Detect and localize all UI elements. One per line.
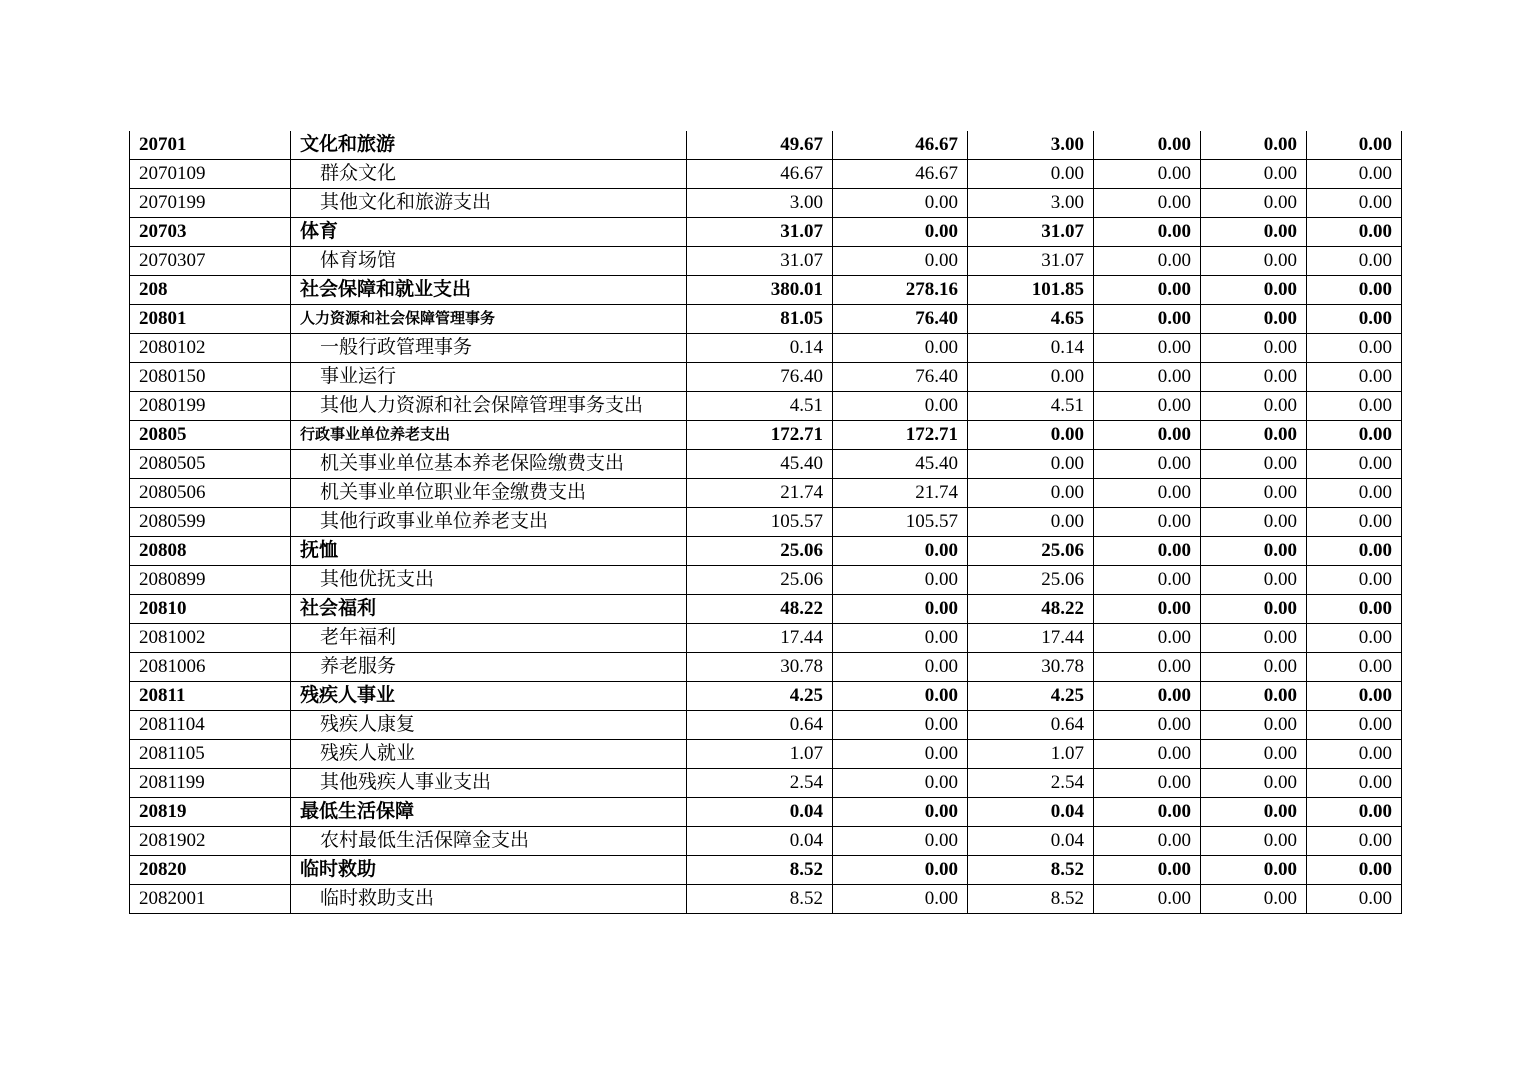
table-row [130, 595, 1402, 624]
row-value-col-2: 0.00 [833, 218, 968, 247]
row-name [291, 711, 687, 740]
row-name-text: 一般行政管理事务 [320, 337, 473, 358]
row-value-col-2: 45.40 [833, 450, 968, 479]
row-value-col-6: 0.00 [1307, 769, 1402, 798]
row-value-col-4: 0.00 [1094, 566, 1201, 595]
row-value-col-5: 0.00 [1201, 885, 1307, 914]
row-value-col-4: 0.00 [1094, 595, 1201, 624]
row-value-col-2: 0.00 [833, 740, 968, 769]
row-value-col-4: 0.00 [1094, 769, 1201, 798]
row-value-col-3: 3.00 [968, 131, 1094, 160]
row-value-col-5: 0.00 [1201, 798, 1307, 827]
row-value-col-5: 0.00 [1201, 624, 1307, 653]
row-value-col-6: 0.00 [1307, 566, 1402, 595]
table-row [130, 856, 1402, 885]
row-name-text: 临时救助支出 [320, 888, 435, 909]
row-value-col-3: 0.00 [968, 421, 1094, 450]
row-value-col-3: 8.52 [968, 885, 1094, 914]
row-value-col-4: 0.00 [1094, 711, 1201, 740]
row-value-col-5: 0.00 [1201, 450, 1307, 479]
row-value-col-4: 0.00 [1094, 479, 1201, 508]
row-value-col-2: 278.16 [833, 276, 968, 305]
row-value-col-5: 0.00 [1201, 827, 1307, 856]
row-value-col-5: 0.00 [1201, 392, 1307, 421]
row-value-col-1: 0.64 [687, 711, 833, 740]
row-name-text: 残疾人康复 [320, 714, 416, 735]
row-value-col-4: 0.00 [1094, 160, 1201, 189]
row-value-col-1: 49.67 [687, 131, 833, 160]
row-value-col-1: 46.67 [687, 160, 833, 189]
row-value-col-3: 0.04 [968, 798, 1094, 827]
row-value-col-1: 31.07 [687, 247, 833, 276]
row-value-col-5: 0.00 [1201, 740, 1307, 769]
row-value-col-1: 21.74 [687, 479, 833, 508]
budget-table [129, 131, 1402, 914]
row-code: 2080505 [130, 450, 291, 479]
row-value-col-3: 4.65 [968, 305, 1094, 334]
row-name [291, 682, 687, 711]
row-value-col-5: 0.00 [1201, 479, 1307, 508]
row-value-col-1: 25.06 [687, 566, 833, 595]
row-value-col-6: 0.00 [1307, 363, 1402, 392]
row-name [291, 247, 687, 276]
row-code: 2080199 [130, 392, 291, 421]
row-value-col-3: 30.78 [968, 653, 1094, 682]
row-value-col-1: 8.52 [687, 885, 833, 914]
row-value-col-6: 0.00 [1307, 624, 1402, 653]
table-row [130, 160, 1402, 189]
table-row [130, 131, 1402, 160]
row-value-col-1: 172.71 [687, 421, 833, 450]
row-value-col-5: 0.00 [1201, 305, 1307, 334]
row-value-col-2: 46.67 [833, 131, 968, 160]
row-name-text: 最低生活保障 [300, 801, 415, 822]
row-name [291, 218, 687, 247]
table-row [130, 363, 1402, 392]
table-row [130, 276, 1402, 305]
row-value-col-4: 0.00 [1094, 827, 1201, 856]
row-value-col-6: 0.00 [1307, 421, 1402, 450]
row-code: 208 [130, 276, 291, 305]
row-value-col-1: 30.78 [687, 653, 833, 682]
row-value-col-3: 0.64 [968, 711, 1094, 740]
table-row [130, 624, 1402, 653]
row-value-col-6: 0.00 [1307, 218, 1402, 247]
row-value-col-3: 0.00 [968, 160, 1094, 189]
row-code: 20703 [130, 218, 291, 247]
row-name-text: 残疾人事业 [300, 685, 396, 706]
row-name-text: 社会保障和就业支出 [300, 279, 472, 300]
row-value-col-3: 0.00 [968, 450, 1094, 479]
row-value-col-3: 101.85 [968, 276, 1094, 305]
row-value-col-1: 105.57 [687, 508, 833, 537]
table-row [130, 450, 1402, 479]
row-name-text: 农村最低生活保障金支出 [320, 830, 530, 851]
row-value-col-5: 0.00 [1201, 189, 1307, 218]
row-name-text: 其他优抚支出 [320, 569, 435, 590]
row-value-col-2: 0.00 [833, 566, 968, 595]
table-row [130, 392, 1402, 421]
row-value-col-2: 0.00 [833, 392, 968, 421]
row-name-text: 其他人力资源和社会保障管理事务支出 [320, 395, 644, 416]
row-name [291, 363, 687, 392]
row-code: 20820 [130, 856, 291, 885]
row-name [291, 450, 687, 479]
row-name [291, 131, 687, 160]
row-name-text: 群众文化 [320, 163, 397, 184]
row-value-col-2: 0.00 [833, 682, 968, 711]
row-value-col-2: 0.00 [833, 885, 968, 914]
row-value-col-2: 76.40 [833, 305, 968, 334]
row-value-col-3: 48.22 [968, 595, 1094, 624]
row-value-col-2: 172.71 [833, 421, 968, 450]
row-value-col-6: 0.00 [1307, 189, 1402, 218]
row-code: 20819 [130, 798, 291, 827]
row-code: 2080506 [130, 479, 291, 508]
row-name-text: 抚恤 [300, 540, 339, 561]
row-value-col-2: 76.40 [833, 363, 968, 392]
row-value-col-3: 2.54 [968, 769, 1094, 798]
row-value-col-3: 4.51 [968, 392, 1094, 421]
row-name [291, 885, 687, 914]
row-code: 20701 [130, 131, 291, 160]
row-name-text: 文化和旅游 [300, 134, 396, 155]
row-value-col-1: 81.05 [687, 305, 833, 334]
row-value-col-3: 0.00 [968, 479, 1094, 508]
row-value-col-4: 0.00 [1094, 740, 1201, 769]
row-value-col-3: 17.44 [968, 624, 1094, 653]
row-value-col-1: 48.22 [687, 595, 833, 624]
row-name [291, 537, 687, 566]
row-value-col-6: 0.00 [1307, 131, 1402, 160]
row-code: 2080102 [130, 334, 291, 363]
row-value-col-3: 1.07 [968, 740, 1094, 769]
row-value-col-6: 0.00 [1307, 276, 1402, 305]
row-value-col-2: 0.00 [833, 595, 968, 624]
row-value-col-1: 0.14 [687, 334, 833, 363]
row-value-col-4: 0.00 [1094, 334, 1201, 363]
row-code: 20808 [130, 537, 291, 566]
row-name [291, 479, 687, 508]
row-value-col-6: 0.00 [1307, 711, 1402, 740]
table-row [130, 334, 1402, 363]
budget-table-body [130, 131, 1402, 914]
row-name [291, 421, 687, 450]
row-value-col-3: 0.04 [968, 827, 1094, 856]
row-name [291, 334, 687, 363]
row-name-text: 社会福利 [300, 598, 377, 619]
row-value-col-5: 0.00 [1201, 247, 1307, 276]
row-value-col-3: 31.07 [968, 218, 1094, 247]
row-value-col-6: 0.00 [1307, 334, 1402, 363]
row-value-col-1: 0.04 [687, 798, 833, 827]
table-row [130, 537, 1402, 566]
table-row [130, 885, 1402, 914]
row-value-col-2: 46.67 [833, 160, 968, 189]
row-value-col-4: 0.00 [1094, 305, 1201, 334]
row-value-col-1: 3.00 [687, 189, 833, 218]
row-value-col-2: 0.00 [833, 624, 968, 653]
row-name-text: 其他残疾人事业支出 [320, 772, 492, 793]
row-value-col-4: 0.00 [1094, 189, 1201, 218]
row-code: 2070199 [130, 189, 291, 218]
row-value-col-1: 1.07 [687, 740, 833, 769]
row-code: 2080150 [130, 363, 291, 392]
row-code: 20811 [130, 682, 291, 711]
row-value-col-1: 25.06 [687, 537, 833, 566]
row-value-col-5: 0.00 [1201, 421, 1307, 450]
row-name-text: 机关事业单位职业年金缴费支出 [320, 482, 587, 503]
row-name [291, 740, 687, 769]
row-value-col-2: 0.00 [833, 769, 968, 798]
row-name-text: 其他文化和旅游支出 [320, 192, 492, 213]
row-value-col-2: 0.00 [833, 247, 968, 276]
row-name-text: 行政事业单位养老支出 [300, 427, 451, 443]
row-value-col-6: 0.00 [1307, 856, 1402, 885]
row-value-col-6: 0.00 [1307, 450, 1402, 479]
row-value-col-1: 4.51 [687, 392, 833, 421]
table-row [130, 740, 1402, 769]
table-row [130, 421, 1402, 450]
row-value-col-3: 0.00 [968, 508, 1094, 537]
table-row [130, 189, 1402, 218]
row-value-col-6: 0.00 [1307, 595, 1402, 624]
row-value-col-3: 31.07 [968, 247, 1094, 276]
row-value-col-2: 0.00 [833, 334, 968, 363]
row-name [291, 827, 687, 856]
row-value-col-5: 0.00 [1201, 276, 1307, 305]
row-value-col-2: 0.00 [833, 653, 968, 682]
row-value-col-6: 0.00 [1307, 827, 1402, 856]
row-value-col-5: 0.00 [1201, 334, 1307, 363]
row-value-col-1: 4.25 [687, 682, 833, 711]
table-row [130, 798, 1402, 827]
row-value-col-4: 0.00 [1094, 653, 1201, 682]
row-value-col-2: 0.00 [833, 189, 968, 218]
row-value-col-2: 0.00 [833, 711, 968, 740]
row-name-text: 其他行政事业单位养老支出 [320, 511, 549, 532]
row-value-col-6: 0.00 [1307, 682, 1402, 711]
row-value-col-5: 0.00 [1201, 856, 1307, 885]
row-name [291, 160, 687, 189]
row-value-col-2: 0.00 [833, 537, 968, 566]
row-value-col-6: 0.00 [1307, 653, 1402, 682]
row-value-col-5: 0.00 [1201, 769, 1307, 798]
row-value-col-2: 0.00 [833, 856, 968, 885]
row-name-text: 人力资源和社会保障管理事务 [300, 311, 496, 327]
row-code: 2081902 [130, 827, 291, 856]
table-row [130, 247, 1402, 276]
row-value-col-3: 8.52 [968, 856, 1094, 885]
row-code: 2070307 [130, 247, 291, 276]
row-name [291, 276, 687, 305]
row-value-col-4: 0.00 [1094, 682, 1201, 711]
row-name [291, 769, 687, 798]
row-value-col-5: 0.00 [1201, 711, 1307, 740]
row-value-col-2: 21.74 [833, 479, 968, 508]
row-value-col-5: 0.00 [1201, 363, 1307, 392]
row-value-col-2: 0.00 [833, 798, 968, 827]
row-name-text: 老年福利 [320, 627, 397, 648]
row-value-col-6: 0.00 [1307, 160, 1402, 189]
row-name-text: 养老服务 [320, 656, 397, 677]
table-row [130, 682, 1402, 711]
row-name-text: 体育场馆 [320, 250, 397, 271]
row-value-col-3: 25.06 [968, 537, 1094, 566]
row-code: 2081104 [130, 711, 291, 740]
row-value-col-4: 0.00 [1094, 131, 1201, 160]
row-name [291, 856, 687, 885]
row-code: 2080899 [130, 566, 291, 595]
row-value-col-3: 3.00 [968, 189, 1094, 218]
row-name [291, 305, 687, 334]
row-value-col-1: 31.07 [687, 218, 833, 247]
row-value-col-4: 0.00 [1094, 247, 1201, 276]
row-code: 2081006 [130, 653, 291, 682]
table-row [130, 566, 1402, 595]
row-value-col-5: 0.00 [1201, 537, 1307, 566]
row-code: 2081105 [130, 740, 291, 769]
row-value-col-5: 0.00 [1201, 131, 1307, 160]
row-value-col-3: 25.06 [968, 566, 1094, 595]
row-value-col-5: 0.00 [1201, 595, 1307, 624]
row-value-col-6: 0.00 [1307, 479, 1402, 508]
row-name [291, 566, 687, 595]
row-value-col-6: 0.00 [1307, 537, 1402, 566]
row-code: 2080599 [130, 508, 291, 537]
row-value-col-6: 0.00 [1307, 798, 1402, 827]
row-name [291, 653, 687, 682]
row-name [291, 392, 687, 421]
row-name-text: 临时救助 [300, 859, 377, 880]
row-value-col-2: 105.57 [833, 508, 968, 537]
table-row [130, 653, 1402, 682]
row-name [291, 798, 687, 827]
row-value-col-4: 0.00 [1094, 508, 1201, 537]
row-code: 20810 [130, 595, 291, 624]
row-name [291, 508, 687, 537]
row-value-col-1: 2.54 [687, 769, 833, 798]
row-value-col-6: 0.00 [1307, 885, 1402, 914]
table-row [130, 827, 1402, 856]
row-value-col-4: 0.00 [1094, 537, 1201, 566]
row-code: 20805 [130, 421, 291, 450]
table-row [130, 479, 1402, 508]
row-value-col-4: 0.00 [1094, 856, 1201, 885]
row-value-col-2: 0.00 [833, 827, 968, 856]
row-name-text: 机关事业单位基本养老保险缴费支出 [320, 453, 625, 474]
row-value-col-5: 0.00 [1201, 218, 1307, 247]
row-value-col-5: 0.00 [1201, 653, 1307, 682]
row-code: 2081002 [130, 624, 291, 653]
row-value-col-5: 0.00 [1201, 566, 1307, 595]
row-name-text: 体育 [300, 221, 339, 242]
row-value-col-3: 4.25 [968, 682, 1094, 711]
row-value-col-6: 0.00 [1307, 305, 1402, 334]
table-row [130, 711, 1402, 740]
row-value-col-5: 0.00 [1201, 508, 1307, 537]
row-value-col-1: 8.52 [687, 856, 833, 885]
table-row [130, 218, 1402, 247]
row-value-col-4: 0.00 [1094, 363, 1201, 392]
row-name [291, 595, 687, 624]
row-name-text: 残疾人就业 [320, 743, 416, 764]
row-code: 2081199 [130, 769, 291, 798]
row-value-col-6: 0.00 [1307, 392, 1402, 421]
row-value-col-4: 0.00 [1094, 624, 1201, 653]
row-value-col-3: 0.14 [968, 334, 1094, 363]
row-value-col-4: 0.00 [1094, 885, 1201, 914]
row-name [291, 189, 687, 218]
row-name-text: 事业运行 [320, 366, 397, 387]
row-value-col-3: 0.00 [968, 363, 1094, 392]
row-value-col-1: 45.40 [687, 450, 833, 479]
table-row [130, 305, 1402, 334]
row-code: 2070109 [130, 160, 291, 189]
row-value-col-6: 0.00 [1307, 508, 1402, 537]
row-value-col-4: 0.00 [1094, 798, 1201, 827]
table-row [130, 508, 1402, 537]
row-value-col-4: 0.00 [1094, 421, 1201, 450]
row-value-col-5: 0.00 [1201, 160, 1307, 189]
row-code: 2082001 [130, 885, 291, 914]
row-value-col-4: 0.00 [1094, 392, 1201, 421]
row-value-col-4: 0.00 [1094, 218, 1201, 247]
row-value-col-1: 17.44 [687, 624, 833, 653]
row-value-col-6: 0.00 [1307, 247, 1402, 276]
row-value-col-6: 0.00 [1307, 740, 1402, 769]
row-value-col-1: 380.01 [687, 276, 833, 305]
row-value-col-4: 0.00 [1094, 276, 1201, 305]
table-row [130, 769, 1402, 798]
row-value-col-4: 0.00 [1094, 450, 1201, 479]
row-value-col-5: 0.00 [1201, 682, 1307, 711]
row-name [291, 624, 687, 653]
row-value-col-1: 76.40 [687, 363, 833, 392]
row-code: 20801 [130, 305, 291, 334]
row-value-col-1: 0.04 [687, 827, 833, 856]
